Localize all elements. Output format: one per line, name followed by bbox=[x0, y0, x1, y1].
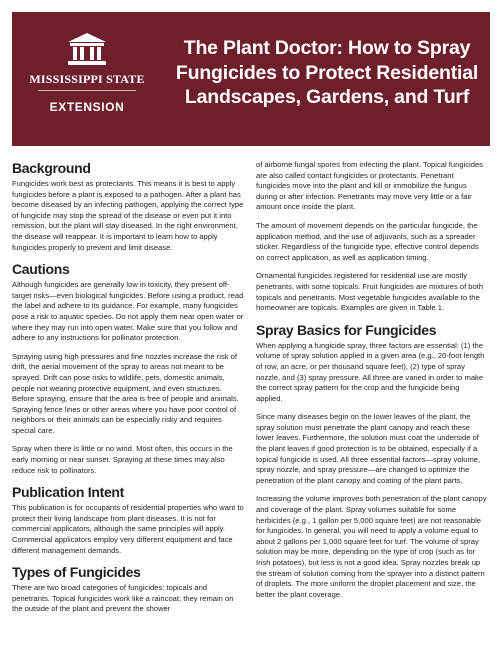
spray-paragraph-3: Increasing the volume improves both penetration of the plant canopy and coverage of the plant. Spray volumes suitable for some herbicides (e.g., 1 gallon per 5,000 square feet) are not reasonable for fungicides. In general, you will need to apply a volume equal to about 2 gallons per 1,000 square feet for turf. The volume of spray solution may be more, depending on the type of crop (such as for Irish potatoes), but less is not a good idea. Spray nozzles break up the stream of solution coming from the sprayer into a distinct pattern of droplets. The more uniform the droplet placement and size, the better the plant coverage. bbox=[256, 494, 487, 599]
ornamental-paragraph: Ornamental fungicides registered for residential use are mostly penetrants, with some topicals. Fruit fungicides are mixtures of both topicals and penetrants. Most vegetable fungicides available to the homeowner are topicals. Examples are given in Table 1. bbox=[256, 271, 484, 313]
types-paragraph: There are two broad categories of fungicides: topicals and penetrants. Topical fungicides work like a raincoat; they remain on the outside of the plant and prevent the shower bbox=[12, 583, 234, 614]
logo-university-name: MISSISSIPPI STATE bbox=[29, 72, 145, 86]
background-paragraph: Fungicides work best as protectants. This means it is best to apply fungicides before a plant is exposed to a pathogen. After a plant has become diseased by an infecting pathogen, applying the correct type of fungicide may stop the spread of the disease or even put it into remission, but the plant will stay diseased. In the right environment, the disease will reappear. It is important to learn how to apply fungicides properly to prevent and limit disease. bbox=[12, 179, 244, 252]
msu-seal-icon bbox=[66, 32, 108, 66]
logo-extension-label: EXTENSION bbox=[49, 100, 125, 114]
types-continued-paragraph: of airborne fungal spores from infecting the plant. Topical fungicides are also called contact fungicides or protectants. Penetrant fungicides move into the plant and kill or immobilize the fungus during or after infection. Penetrants may move very little or a fair amount once inside the plant. bbox=[256, 160, 483, 212]
header-banner bbox=[12, 12, 490, 146]
cautions-paragraph-3: Spray when there is little or no wind. Most often, this occurs in the early morning or near sunset. Spraying at these times may also reduce risk to pollinators. bbox=[12, 444, 233, 475]
movement-paragraph: The amount of movement depends on the particular fungicide, the application method, and the use of adjuvants, such as a spreader sticker. Regardless of the fungicide type, effective control depends on correct application, as well as application timing. bbox=[256, 220, 479, 262]
page-title: The Plant Doctor: How to Spray Fungicides to Protect Residential Landscapes, Gardens, and Turf bbox=[175, 37, 479, 108]
publication-paragraph: This publication is for occupants of residential properties who want to protect their living landscape from plant diseases. It is not for commercial applicators, although the same principles will apply. Commercial applicators employ very different equipment and face different management demands. bbox=[12, 503, 244, 555]
heading-types-of-fungicides: Types of Fungicides bbox=[12, 564, 141, 581]
cautions-paragraph-2: Spraying using high pressures and fine nozzles increase the risk of drift, the aerial movement of the spray to areas not meant to be sprayed. Drift can pose risks to wildlife, pets, domestic animals, people not wearing protective equipment, and even structures. Before spraying, ensure that the area is free of people and animals. Spraying fence lines or other areas where you have poor control of neighbors or their animals can be especially risky and requires special care. bbox=[12, 351, 239, 435]
right-column bbox=[256, 160, 488, 608]
left-column bbox=[12, 160, 244, 623]
spray-paragraph-2: Since many diseases begin on the lower leaves of the plant, the spray solution must penetrate the plant canopy and reach these lower leaves. Furthermore, the solution must coat the underside of the plant leaves if good protection is to be obtained, especially if a topical fungicide is used. All three essential factors—spray volume, spray nozzle, and spray pressure—are changed to optimize the penetration of the plant canopy and coating of the plant parts. bbox=[256, 412, 481, 485]
heading-spray-basics: Spray Basics for Fungicides bbox=[256, 321, 437, 338]
spray-paragraph-1: When applying a fungicide spray, three factors are essential: (1) the volume of spray solution applied in a given area (e.g., 20-foot length of row, an acre, or per thousand square feet), (2) type of spray nozzle, and (3) spray pressure. All three are varied in order to make the correct spray pattern for the crop and the fungicide being applied. bbox=[256, 340, 485, 403]
logo-divider bbox=[38, 90, 136, 91]
heading-background: Background bbox=[12, 160, 91, 176]
cautions-paragraph-1: Although fungicides are generally low in toxicity, they present off-target risks—even biological fungicides. Before using a product, read the label and adhere to its guidance. For example, many fungicides pose a risk to aquatic species. Do not apply them near open water or where they may run into open water. Make sure that you follow and adhere to any instructions for pollinator protection. bbox=[12, 280, 244, 343]
heading-publication-intent: Publication Intent bbox=[12, 484, 125, 501]
msu-extension-logo bbox=[12, 12, 162, 146]
heading-cautions: Cautions bbox=[12, 261, 70, 278]
